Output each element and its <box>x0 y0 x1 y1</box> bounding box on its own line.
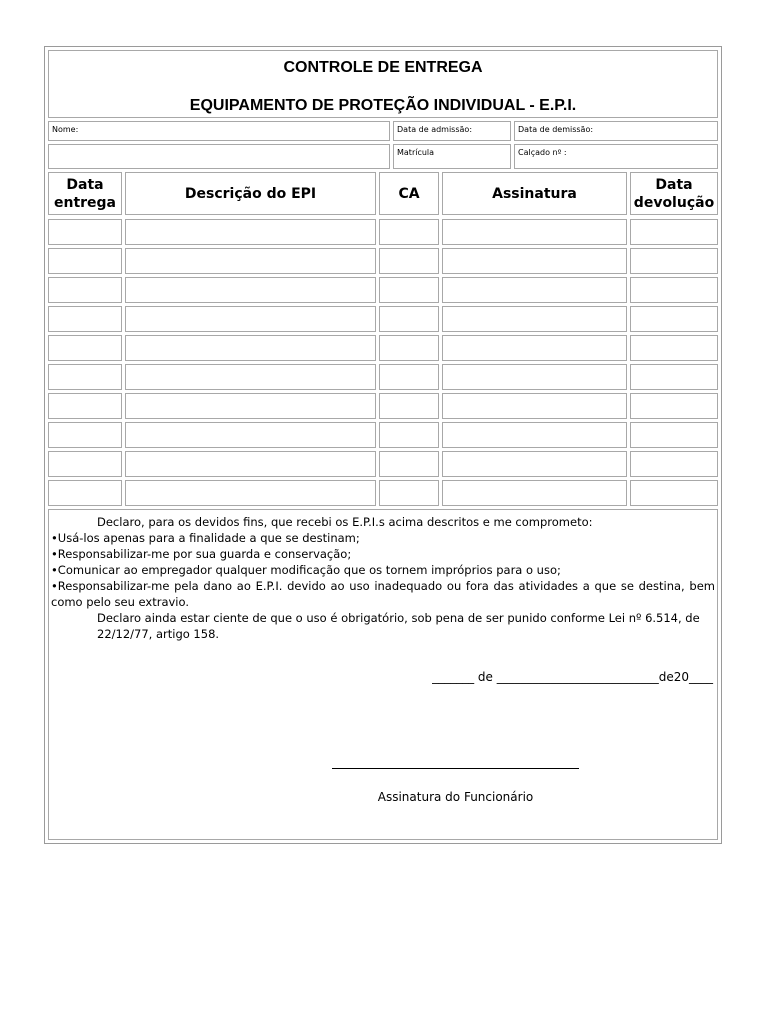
declaration-item: •Comunicar ao empregador qualquer modificação que os tornem impróprios para o uso; <box>51 563 561 577</box>
delivery-date-cell[interactable] <box>48 335 122 361</box>
col-header-signature: Assinatura <box>442 172 627 215</box>
col-header-return-date: Data devolução <box>630 172 718 215</box>
signature-cell[interactable] <box>442 306 627 332</box>
name-label: Nome: <box>52 125 79 134</box>
return-date-cell[interactable] <box>630 480 718 506</box>
signature-cell[interactable] <box>442 277 627 303</box>
epi-description-cell[interactable] <box>125 480 376 506</box>
name-value-field[interactable] <box>48 144 390 169</box>
ca-cell[interactable] <box>379 219 439 245</box>
signature-cell[interactable] <box>442 393 627 419</box>
ca-cell[interactable] <box>379 480 439 506</box>
signature-cell[interactable] <box>442 248 627 274</box>
form-title: CONTROLE DE ENTREGA <box>283 59 483 76</box>
form-header <box>48 50 718 118</box>
signature-label: Assinatura do Funcionário <box>377 790 534 804</box>
delivery-date-cell[interactable] <box>48 306 122 332</box>
delivery-date-cell[interactable] <box>48 219 122 245</box>
signature-cell[interactable] <box>442 335 627 361</box>
registration-field[interactable] <box>393 144 511 169</box>
registration-label: Matrícula <box>397 148 435 157</box>
return-date-cell[interactable] <box>630 364 718 390</box>
signature-cell[interactable] <box>442 480 627 506</box>
delivery-date-cell[interactable] <box>48 480 122 506</box>
form-subtitle: EQUIPAMENTO DE PROTEÇÃO INDIVIDUAL - E.P.I. <box>189 97 577 114</box>
epi-description-cell[interactable] <box>125 393 376 419</box>
return-date-cell[interactable] <box>630 219 718 245</box>
delivery-date-cell[interactable] <box>48 451 122 477</box>
date-fill-line[interactable]: _______ de ___________________________de20____ <box>432 670 713 684</box>
declaration-box <box>48 509 718 840</box>
signature-cell[interactable] <box>442 364 627 390</box>
dismissal-date-field[interactable] <box>514 121 718 141</box>
signature-cell[interactable] <box>442 219 627 245</box>
col-header-epi-description: Descrição do EPI <box>125 172 376 215</box>
declaration-item: •Responsabilizar-me pela dano ao E.P.I. devido ao uso inadequado ou fora das atividades a que se destina, bem como pelo seu extravio. <box>51 579 715 609</box>
epi-description-cell[interactable] <box>125 306 376 332</box>
ca-cell[interactable] <box>379 335 439 361</box>
shoe-size-label: Calçado nº : <box>518 148 567 157</box>
delivery-date-cell[interactable] <box>48 422 122 448</box>
ca-cell[interactable] <box>379 451 439 477</box>
admission-date-field[interactable] <box>393 121 511 141</box>
col-header-delivery-date: Data entrega <box>48 172 122 215</box>
epi-description-cell[interactable] <box>125 451 376 477</box>
epi-description-cell[interactable] <box>125 364 376 390</box>
signature-cell[interactable] <box>442 422 627 448</box>
return-date-cell[interactable] <box>630 248 718 274</box>
epi-description-cell[interactable] <box>125 219 376 245</box>
return-date-cell[interactable] <box>630 451 718 477</box>
epi-description-cell[interactable] <box>125 335 376 361</box>
shoe-size-field[interactable] <box>514 144 718 169</box>
declaration-text <box>51 514 715 642</box>
epi-delivery-form <box>44 46 722 844</box>
return-date-cell[interactable] <box>630 335 718 361</box>
delivery-date-cell[interactable] <box>48 364 122 390</box>
epi-description-cell[interactable] <box>125 422 376 448</box>
epi-description-cell[interactable] <box>125 277 376 303</box>
delivery-date-cell[interactable] <box>48 277 122 303</box>
ca-cell[interactable] <box>379 364 439 390</box>
epi-description-cell[interactable] <box>125 248 376 274</box>
declaration-item: •Responsabilizar-me por sua guarda e conservação; <box>51 547 352 561</box>
dismissal-date-label: Data de demissão: <box>518 125 594 134</box>
ca-cell[interactable] <box>379 277 439 303</box>
ca-cell[interactable] <box>379 422 439 448</box>
return-date-cell[interactable] <box>630 306 718 332</box>
return-date-cell[interactable] <box>630 393 718 419</box>
col-header-ca: CA <box>379 172 439 215</box>
delivery-date-cell[interactable] <box>48 393 122 419</box>
delivery-date-cell[interactable] <box>48 248 122 274</box>
declaration-item: •Usá-los apenas para a finalidade a que se destinam; <box>51 531 360 545</box>
name-field[interactable] <box>48 121 390 141</box>
ca-cell[interactable] <box>379 248 439 274</box>
ca-cell[interactable] <box>379 393 439 419</box>
return-date-cell[interactable] <box>630 422 718 448</box>
declaration-intro: Declaro, para os devidos fins, que recebi os E.P.I.s acima descritos e me comprometo: <box>97 515 593 529</box>
declaration-closing: Declaro ainda estar ciente de que o uso é obrigatório, sob pena de ser punido conforme Lei nº 6.514, de 22/12/77, artigo 158. <box>97 611 700 641</box>
ca-cell[interactable] <box>379 306 439 332</box>
signature-line[interactable] <box>332 768 579 769</box>
return-date-cell[interactable] <box>630 277 718 303</box>
admission-date-label: Data de admissão: <box>397 125 473 134</box>
signature-cell[interactable] <box>442 451 627 477</box>
